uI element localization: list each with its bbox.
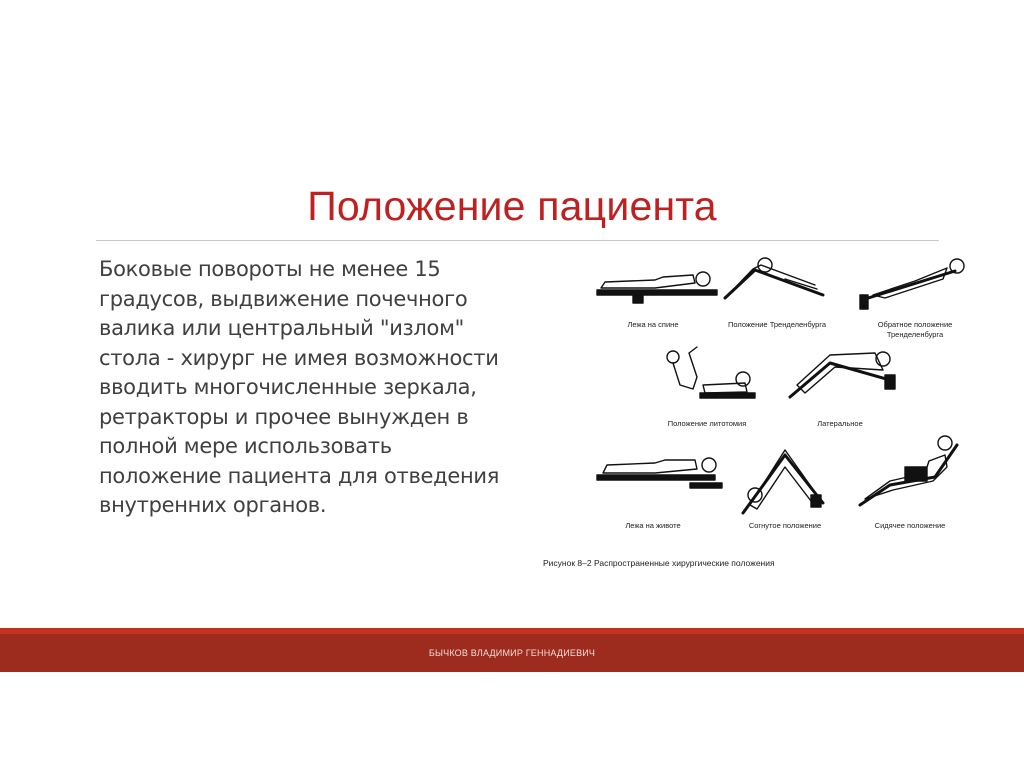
body-line: положение пациента для отведения [99,463,500,488]
footer-author: БЫЧКОВ ВЛАДИМИР ГЕННАДИЕВИЧ [428,648,596,658]
sitting-illustration [860,436,957,505]
caption-sitting: Сидячее положение [874,521,946,530]
reverse-trendelenburg-illustration [860,259,964,309]
slide-title: Положение пациента [307,183,717,229]
body-line: вводить многочисленные зеркала, [99,375,477,399]
supine-illustration [597,272,717,303]
prone-illustration [597,458,722,488]
caption-reverse-line2: Тренделенбурга [886,330,944,339]
title-divider [96,240,939,241]
body-line: полной мере использовать [99,434,392,458]
caption-flexed: Согнутое положение [748,521,822,530]
caption-supine: Лежа на спине [627,320,679,329]
caption-reverse-line1: Обратное положение [877,320,953,329]
body-line: валика или центральный "излом" [99,316,464,340]
body-line: градусов, выдвижение почечного [99,286,468,311]
lithotomy-illustration [667,347,755,398]
surgical-positions-figure [543,255,970,585]
flexed-illustration [743,450,823,513]
body-line: стола - хирург не имея возможности [99,345,499,370]
body-text [99,255,519,521]
trendelenburg-illustration [725,258,823,298]
lateral-illustration [790,352,895,397]
caption-lateral: Латеральное [817,419,863,428]
caption-prone: Лежа на животе [625,521,681,530]
figure-caption: Рисунок 8–2 Распространенные хирургические положения [543,558,775,568]
caption-trendelenburg: Положение Тренделенбурга [727,320,827,329]
body-line: Боковые повороты не менее 15 [99,257,441,281]
caption-lithotomy: Положение литотомия [667,419,747,428]
body-line: ретракторы и прочее вынужден в [99,404,469,429]
body-line: внутренних органов. [99,493,327,517]
